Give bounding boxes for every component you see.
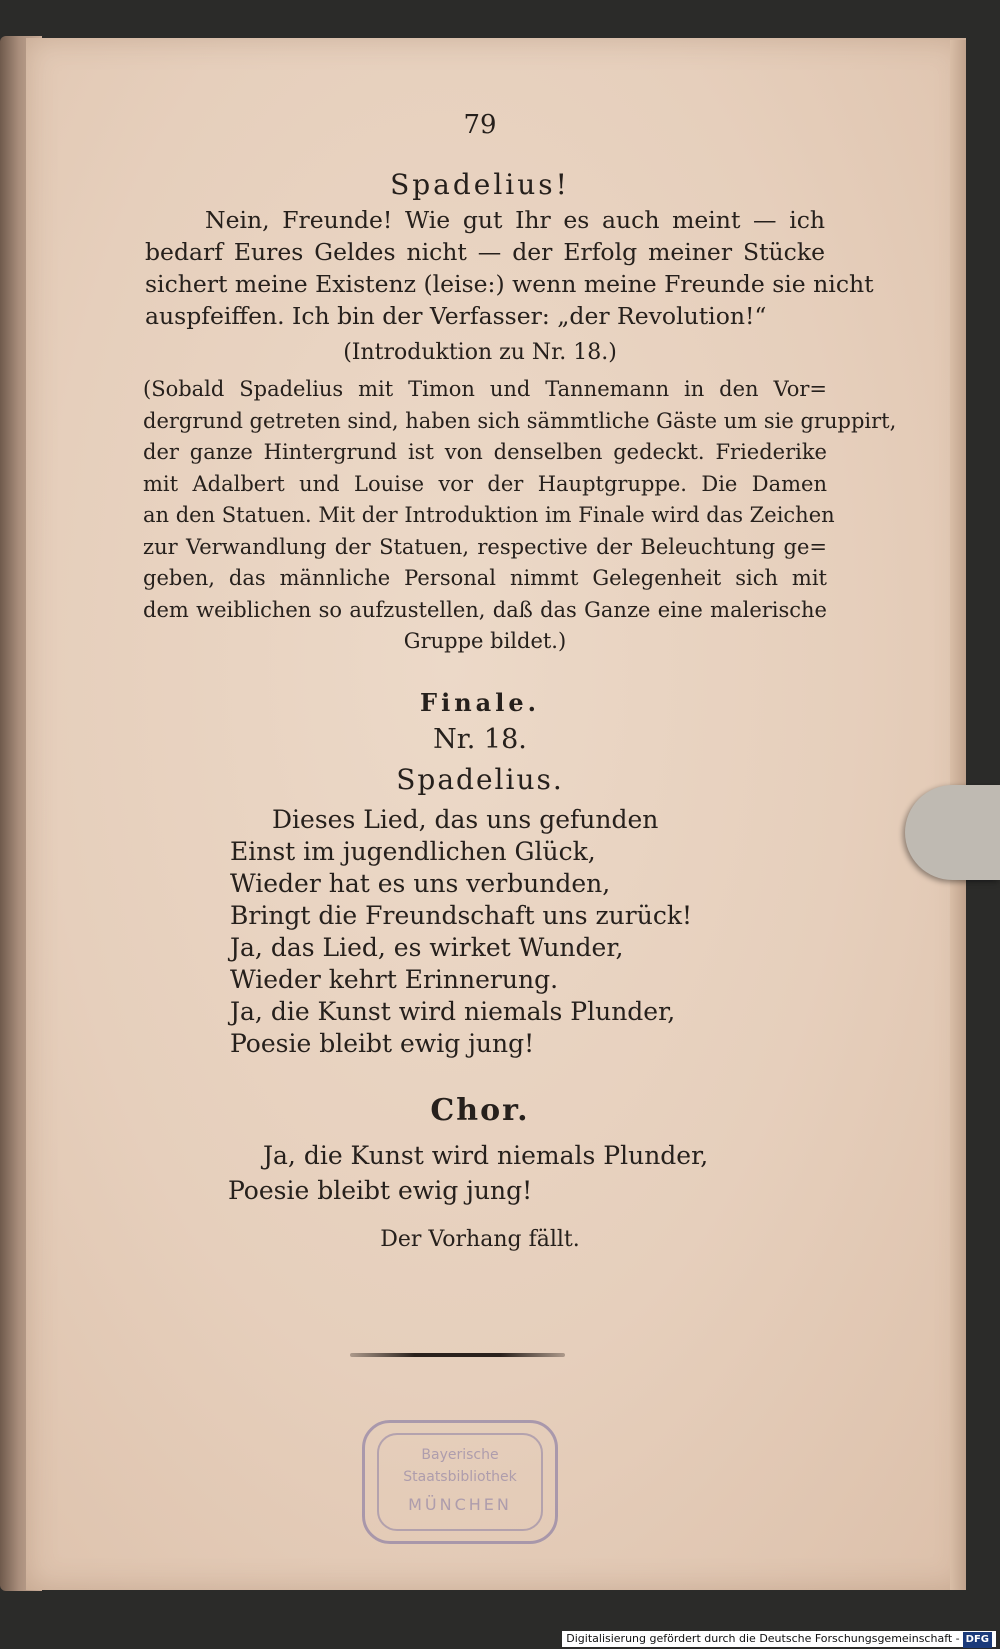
verse-line: Wieder hat es uns verbunden, <box>230 869 611 898</box>
stage-line: geben, das männliche Personal nimmt Gelegenheit sich mit <box>143 566 827 590</box>
chorus-heading: Chor. <box>430 1093 530 1128</box>
speech-line: sichert meine Existenz (leise:) wenn meine Freunde sie nicht <box>145 270 874 298</box>
stage-line: (Sobald Spadelius mit Timon und Tannemann in den Vor= <box>143 377 827 401</box>
stage-line: zur Verwandlung der Statuen, respective der Beleuchtung ge= <box>143 534 827 559</box>
stage-line: dergrund getreten sind, haben sich sämmtliche Gäste um sie gruppirt, <box>143 408 897 433</box>
chorus-line: Ja, die Kunst wird niemals Plunder, <box>263 1141 709 1170</box>
speech-line: auspfeiffen. Ich bin der Verfasser: „der Revolution!“ <box>145 302 767 330</box>
verse-line: Bringt die Freundschaft uns zurück! <box>230 901 693 930</box>
speaker-heading-2: Spadelius. <box>396 763 564 796</box>
verse <box>230 804 692 1060</box>
stage-line: dem weiblichen so aufzustellen, daß das Ganze eine malerische <box>143 597 827 622</box>
stage-direction <box>143 374 897 658</box>
stage-line: Gruppe bildet.) <box>403 629 567 653</box>
speaker-heading: Spadelius! <box>390 168 570 201</box>
stage-line: mit Adalbert und Louise vor der Hauptgruppe. Die Damen <box>143 471 827 496</box>
stamp-line: Staatsbibliothek <box>403 1469 517 1485</box>
speech-line: bedarf Eures Geldes nicht — der Erfolg meiner Stücke <box>145 238 825 266</box>
chorus-line: Poesie bleibt ewig jung! <box>228 1176 533 1205</box>
page-number: 79 <box>463 110 497 140</box>
speech-line: Nein, Freunde! Wie gut Ihr es auch meint — ich <box>205 206 825 234</box>
verse-line: Ja, das Lied, es wirket Wunder, <box>230 933 624 962</box>
finale-heading: Finale. <box>420 688 540 717</box>
verse-line: Wieder kehrt Erinnerung. <box>230 965 559 994</box>
stamp-line: Bayerische <box>421 1447 499 1463</box>
curtain-note: Der Vorhang fällt. <box>380 1227 580 1252</box>
verse-line: Dieses Lied, das uns gefunden <box>272 805 659 834</box>
digitization-footer <box>562 1631 996 1647</box>
end-rule <box>350 1353 565 1357</box>
introduction-note: (Introduktion zu Nr. 18.) <box>343 340 617 365</box>
speech-paragraph <box>145 204 874 332</box>
stage-line: der ganze Hintergrund ist von denselben gedeckt. Friederike <box>143 440 827 464</box>
page-clip-tab <box>905 785 1000 880</box>
footer-text: Digitalisierung gefördert durch die Deutsche Forschungsgemeinschaft - <box>566 1632 960 1645</box>
verse-line: Ja, die Kunst wird niemals Plunder, <box>230 997 676 1026</box>
chorus-verse <box>228 1138 708 1208</box>
stage-line: an den Statuen. Mit der Introduktion im Finale wird das Zeichen <box>143 503 835 527</box>
number-heading: Nr. 18. <box>433 724 527 755</box>
verse-line: Einst im jugendlichen Glück, <box>230 837 596 866</box>
dfg-logo: DFG <box>963 1632 992 1648</box>
verse-line: Poesie bleibt ewig jung! <box>230 1029 535 1058</box>
stamp-line: MÜNCHEN <box>408 1495 512 1514</box>
library-stamp <box>362 1420 558 1544</box>
